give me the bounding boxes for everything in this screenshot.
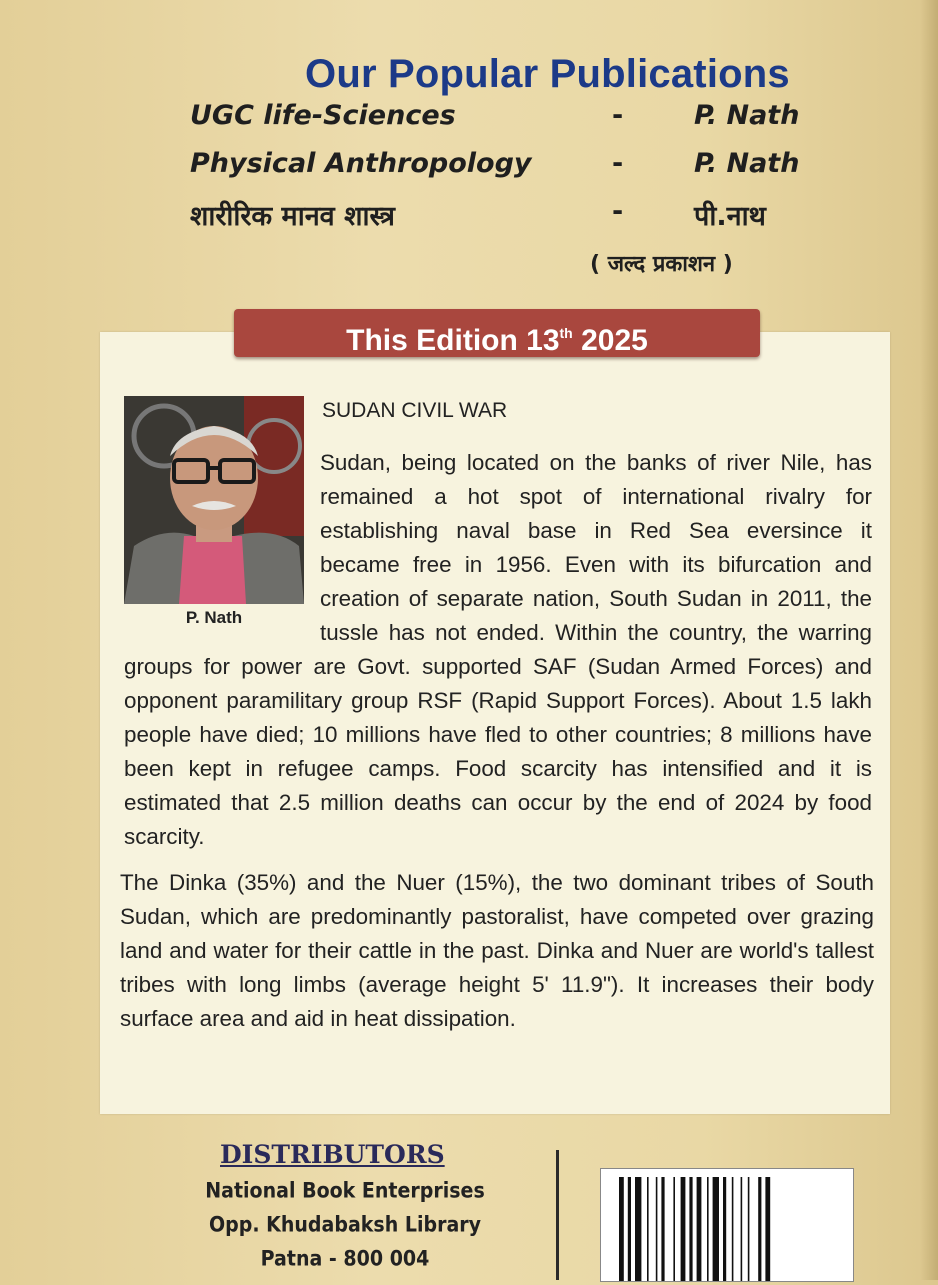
- publication-dash: -: [612, 100, 624, 131]
- barcode-bar: [741, 1177, 743, 1281]
- barcode-bar: [635, 1177, 641, 1281]
- publication-row: [0, 148, 938, 192]
- barcode-bar: [707, 1177, 709, 1281]
- barcode-bar: [628, 1177, 631, 1281]
- article-heading: SUDAN CIVIL WAR: [322, 399, 508, 422]
- publication-row: [0, 196, 938, 240]
- barcode-bar: [758, 1177, 761, 1281]
- coming-soon-note: ( जल्द प्रकाशन ): [590, 252, 733, 277]
- barcode-bar: [661, 1177, 664, 1281]
- barcode-bar: [723, 1177, 726, 1281]
- barcode-bar: [765, 1177, 770, 1281]
- barcode-bar: [713, 1177, 719, 1281]
- publication-title: UGC life-Sciences: [190, 100, 456, 131]
- barcode-bar: [732, 1177, 734, 1281]
- barcode: [600, 1168, 854, 1282]
- barcode-bar: [673, 1177, 675, 1281]
- publication-title: Physical Anthropology: [190, 148, 532, 179]
- publication-author: P. Nath: [694, 100, 800, 131]
- barcode-bar: [681, 1177, 686, 1281]
- publications-title: Our Popular Publications: [305, 52, 790, 96]
- barcode-bar: [748, 1177, 750, 1281]
- publication-dash: -: [612, 196, 624, 227]
- distributor-line: Opp. Khudabaksh Library: [208, 1212, 482, 1238]
- article-paragraph: [124, 446, 872, 854]
- article-paragraph-text: Sudan, being located on the banks of river Nile, has remained a hot spot of international rivalry for establishing naval base in Red Sea eversince it became free in 1956. Even with its bifurcation and creation of separate nation, South Sudan in 2011, the tussle has not ended. Within the country, the warring groups for power are Govt. supported SAF (Sudan Armed Forces) and opponent paramilitary group RSF (Rapid Support Forces). About 1.5 lakh people have died; 10 millions have fled to other countries; 8 millions have been kept in refugee camps. Food scarcity has intensified and it is estimated that 2.5 million deaths can occur by the end of 2024 by food scarcity.: [124, 450, 872, 849]
- edition-banner: [234, 309, 760, 357]
- vertical-divider: [556, 1150, 559, 1280]
- edition-text: This Edition 13: [346, 324, 560, 357]
- barcode-bars: [601, 1169, 853, 1281]
- edition-ordinal: th: [559, 325, 573, 341]
- photo-float-spacer: [124, 446, 320, 648]
- distributor-line: Patna - 800 004: [260, 1246, 430, 1272]
- publication-title: शारीरिक मानव शास्त्र: [190, 201, 395, 232]
- distributor-line: National Book Enterprises: [205, 1178, 485, 1204]
- distributors-heading: DISTRIBUTORS: [220, 1140, 445, 1169]
- publication-dash: -: [612, 148, 624, 179]
- barcode-bar: [656, 1177, 658, 1281]
- barcode-bar: [619, 1177, 624, 1281]
- barcode-bar: [647, 1177, 649, 1281]
- edition-year: 2025: [581, 324, 648, 357]
- author-photo-caption: P. Nath: [185, 608, 243, 627]
- article-paragraph: The Dinka (35%) and the Nuer (15%), the two dominant tribes of South Sudan, which are predominantly pastoralist, have competed over grazing land and water for their cattle in the past. Dinka and Nuer are world's tallest tribes with long limbs (average height 5' 11.9"). It increases their body surface area and aid in heat dissipation.: [120, 870, 874, 1031]
- publication-author: पी.नाथ: [694, 201, 766, 232]
- barcode-bar: [689, 1177, 692, 1281]
- barcode-bar: [697, 1177, 702, 1281]
- publication-row: [0, 100, 938, 144]
- cover-edge-shadow: [920, 0, 938, 1280]
- publication-author: P. Nath: [694, 148, 800, 179]
